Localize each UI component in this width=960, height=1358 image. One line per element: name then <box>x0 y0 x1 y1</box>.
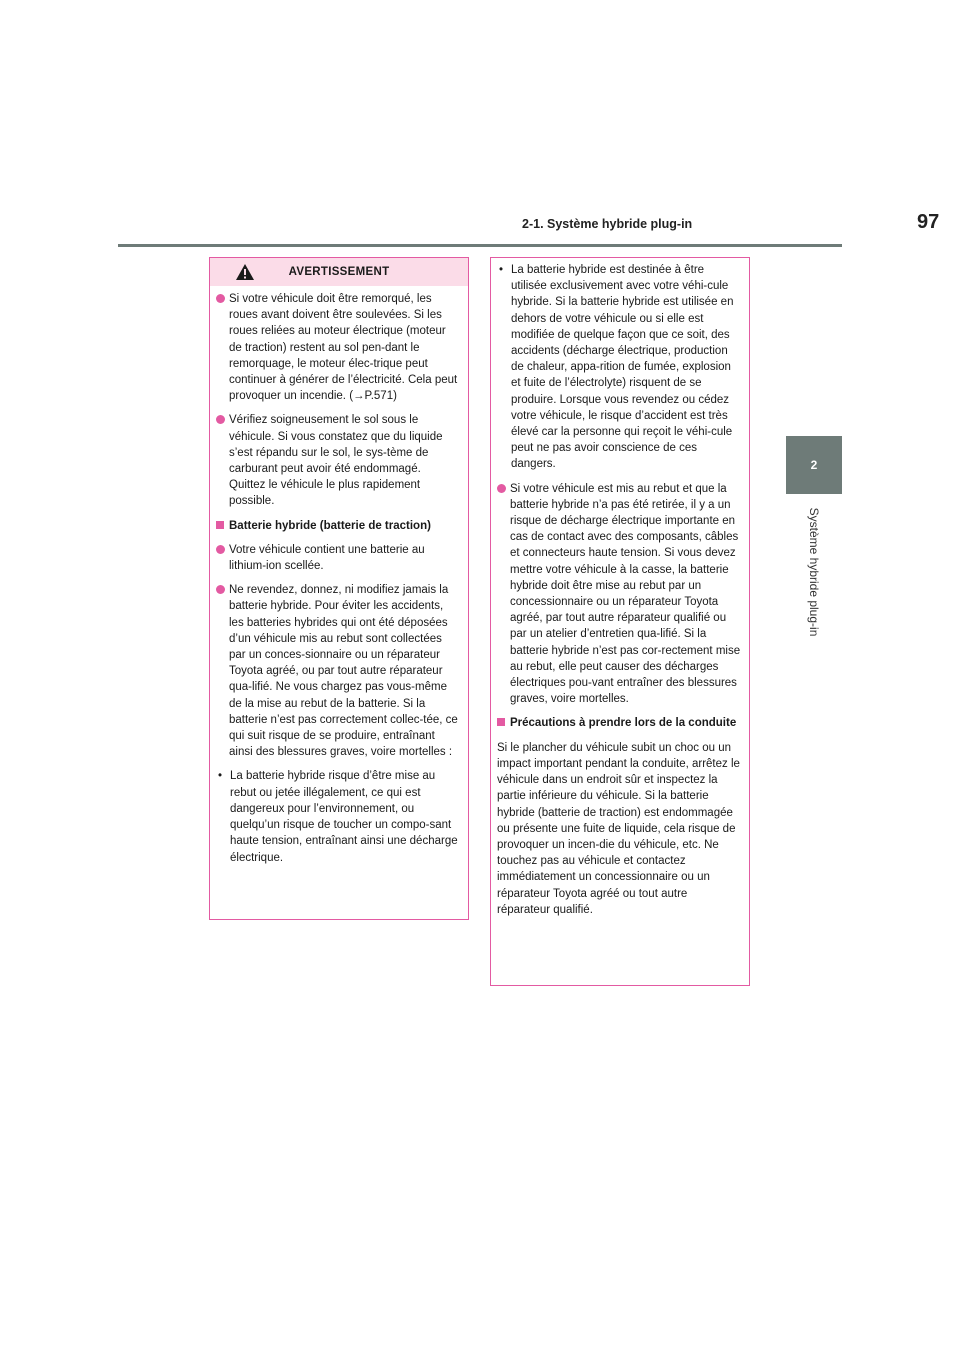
bullet-dot-icon <box>216 415 225 424</box>
section-heading: Précautions à prendre lors de la conduite <box>497 715 741 731</box>
warning-triangle-icon <box>235 263 255 281</box>
warning-item: Ne revendez, donnez, ni modifiez jamais la batterie hybride. Pour éviter les accidents, les batteries hybrides qui ont été déposées d’un véhicule mis au rebut sont collectées par un conces-sionnaire ou un réparateur Toyota agréé, ou par tout autre réparateur qua-lifié. Ne vous chargez pas vous-même de la mise au rebut de la batterie. Si la batterie n’est pas correctement collec-tée, ce qui suit risque de se produire, entraînant ainsi des blessures graves, voire mortelles : <box>216 582 460 760</box>
paragraph: Si le plancher du véhicule subit un choc ou un impact important pendant la conduite, arrêtez le véhicule dans un endroit sûr et inspectez la partie inférieure du véhicule. Si la batterie hybride (batterie de traction) est endommagée ou présente une fuite de liquide, cela risque de provoquer un incen-die du véhicule, etc. Ne touchez pas au véhicule et contactez immédiatement un concessionnaire ou un réparateur Toyota agréé ou tout autre réparateur qualifié. <box>497 741 740 916</box>
dash-item: • La batterie hybride risque d’être mise au rebut ou jetée illégalement, ce qui est dangereux pour l’environnement, ou quelqu’un risque de toucher un compo-sant haute tension, entraînant ainsi une décharge électrique. <box>218 770 458 864</box>
warning-item: Votre véhicule contient une batterie au lithium-ion scellée. <box>216 542 460 574</box>
warning-continuation-box <box>490 257 750 986</box>
chapter-tab <box>786 436 842 494</box>
section-heading: Batterie hybride (batterie de traction) <box>216 518 460 534</box>
section-title: 2-1. Système hybride plug-in <box>522 217 693 231</box>
warning-item: Si votre véhicule doit être remorqué, les roues avant doivent être soulevées. Si les roues reliées au moteur électrique (moteur de traction) restent au sol pen-dant le remorquage, le moteur élec-trique peut continuer à générer de l’électricité. Cela peut provoquer un incendie. (→P.571) <box>216 291 460 404</box>
header-divider <box>118 244 842 247</box>
bullet-dot-icon <box>497 484 506 493</box>
warning-title: AVERTISSEMENT <box>288 266 390 278</box>
chapter-label: Système hybride plug-in <box>807 507 821 637</box>
bullet-dot-icon <box>216 545 225 554</box>
square-bullet-icon <box>216 521 224 529</box>
bullet-dot-icon <box>216 294 225 303</box>
chapter-number: 2 <box>810 458 818 472</box>
dash-bullet-icon: • <box>218 770 223 783</box>
warning-box <box>209 257 469 920</box>
warning-header <box>210 258 468 286</box>
warning-item: Vérifiez soigneusement le sol sous le véhicule. Si vous constatez que du liquide s’est répandu sur le sol, le sys-tème de carburant peut avoir été endommagé. Quittez le véhicule le plus rapidement possible. <box>216 412 460 509</box>
bullet-dot-icon <box>216 585 225 594</box>
warning-item: Si votre véhicule est mis au rebut et que la batterie hybride n’a pas été retirée, il y a un risque de décharge électrique importante en cas de contact avec des composants, câbles et connecteurs haute tension. Si vous devez mettre votre véhicule à la casse, la batterie hybride doit être mise au rebut par un concessionnaire ou un réparateur Toyota agréé, par tout autre réparateur qualifié ou par un atelier d’entretien qua-lifié. Si la batterie hybride n’est pas cor-rectement mise au rebut, elle peut causer des décharges électriques pou-vant entraîner des blessures graves, voire mortelles. <box>497 481 741 708</box>
square-bullet-icon <box>497 718 505 726</box>
dash-bullet-icon: • <box>499 264 504 276</box>
dash-item: • La batterie hybride est destinée à être utilisée exclusivement avec votre véhi-cule hybride. Si la batterie hybride est utilisée en dehors de votre véhicule ou si elle est modifiée de quelque façon que ce soit, des accidents (décharge électrique, production de chaleur, appa-rition de fumée, explosion et fuite de l’électrolyte) risquent de se produire. Lorsque vous revendez ou cédez votre véhicule, le risque d’accident est très élevé car la personne qui reçoit le véhi-cule peut ne pas avoir conscience de ces dangers. <box>499 264 734 471</box>
page-number: 97 <box>917 211 940 233</box>
